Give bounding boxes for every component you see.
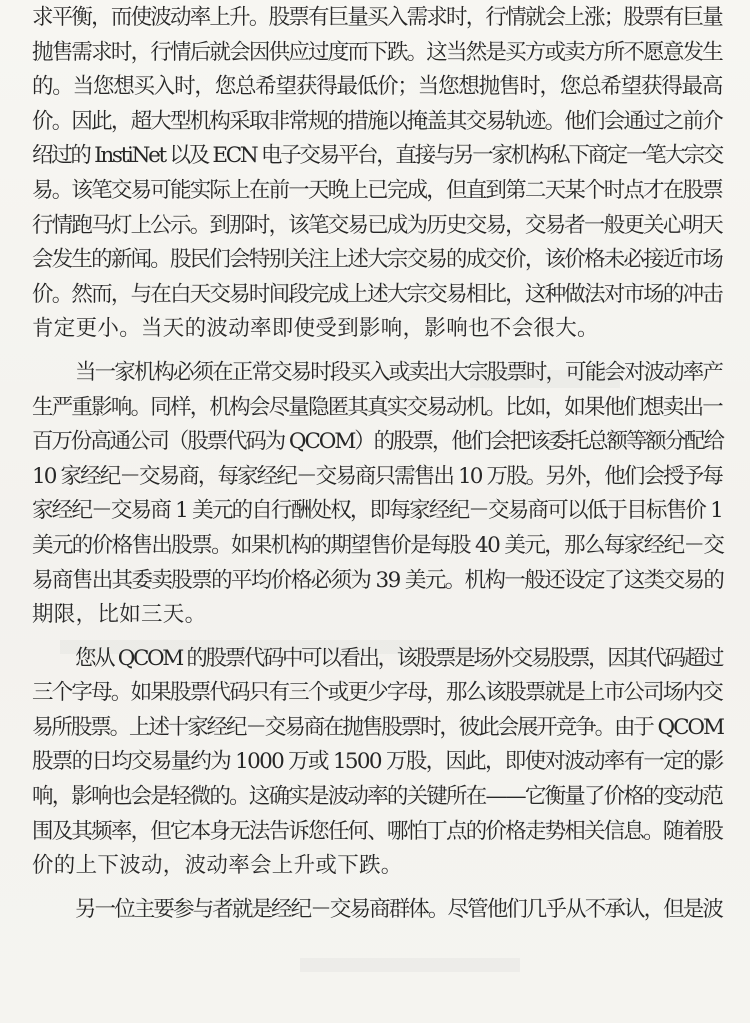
- text-line: 股票的日均交易量约为 1000 万或 1500 万股，因此，即使对波动率有一定的影: [32, 749, 723, 775]
- text-line: 抛售需求时，行情后就会因供应过度而下跌。这当然是买方或卖方所不愿意发生: [32, 39, 722, 65]
- paragraph: [32, 893, 722, 928]
- paragraph: [32, 356, 722, 633]
- body-text: [32, 0, 722, 927]
- text-line: 您从 QCOM 的股票代码中可以看出，该股票是场外交易股票，因其代码超过: [75, 645, 722, 671]
- text-line: 美元的价格售出股票。如果机构的期望售价是每股 40 美元，那么每家经纪－交: [32, 532, 724, 558]
- text-line: 价。因此，超大型机构采取非常规的措施以掩盖其交易轨迹。他们会通过之前介: [32, 108, 722, 134]
- text-line: 绍过的 InstiNet 以及 ECN 电子交易平台，直接与另一家机构私下商定一笔大宗交: [32, 143, 722, 169]
- text-line: 当一家机构必须在正常交易时段买入或卖出大宗股票时，可能会对波动率产: [75, 359, 722, 385]
- text-line: 肯定更小。当天的波动率即使受到影响，影响也不会很大。: [32, 316, 599, 342]
- text-line: 另一位主要参与者就是经纪－交易商群体。尽管他们几乎从不承认，但是波: [75, 896, 722, 922]
- text-line: 易所股票。上述十家经纪－交易商在抛售股票时，彼此会展开竞争。由于 QCOM: [32, 714, 723, 740]
- text-line: 围及其频率，但它本身无法告诉您任何、哪怕丁点的价格走势相关信息。随着股: [32, 818, 722, 844]
- show-through-smudge: [300, 958, 520, 972]
- text-line: 的。当您想买入时，您总希望获得最低价；当您想抛售时，您总希望获得最高: [32, 74, 723, 100]
- text-line: 易。该笔交易可能实际上在前一天晚上已完成，但直到第二天某个时点才在股票: [32, 177, 722, 203]
- paragraph-gap: [32, 347, 722, 356]
- paragraph-gap: [32, 884, 722, 893]
- paragraph: [32, 0, 722, 347]
- paragraph-gap: [32, 633, 722, 642]
- text-line: 响，影响也会是轻微的。这确实是波动率的关键所在——它衡量了价格的变动范: [32, 784, 722, 810]
- text-line: 三个字母。如果股票代码只有三个或更少字母，那么该股票就是上市公司场内交: [32, 680, 722, 706]
- text-line: 易商售出其委卖股票的平均价格必须为 39 美元。机构一般还设定了这类交易的: [32, 567, 724, 593]
- text-line: 期限，比如三天。: [32, 602, 207, 628]
- text-line: 会发生的新闻。股民们会特别关注上述大宗交易的成交价，该价格未必接近市场: [32, 247, 722, 273]
- text-line: 百万份高通公司（股票代码为 QCOM）的股票，他们会把该委托总额等额分配给: [32, 429, 723, 455]
- text-line: 价。然而，与在白天交易时间段完成上述大宗交易相比，这种做法对市场的冲击: [32, 281, 722, 307]
- paragraph: [32, 642, 722, 884]
- text-line: 10 家经纪－交易商，每家经纪－交易商只需售出 10 万股。另外，他们会授予每: [32, 463, 722, 489]
- text-line: 价的上下波动，波动率会上升或下跌。: [32, 853, 403, 879]
- text-line: 求平衡，而使波动率上升。股票有巨量买入需求时，行情就会上涨；股票有巨量: [32, 5, 722, 30]
- text-line: 生严重影响。同样，机构会尽量隐匿其真实交易动机。比如，如果他们想卖出一: [32, 394, 722, 420]
- text-line: 家经纪－交易商 1 美元的自行酬处权，即每家经纪－交易商可以低于目标售价 1: [32, 498, 722, 524]
- text-line: 行情跑马灯上公示。到那时，该笔交易已成为历史交易，交易者一般更关心明天: [32, 212, 722, 238]
